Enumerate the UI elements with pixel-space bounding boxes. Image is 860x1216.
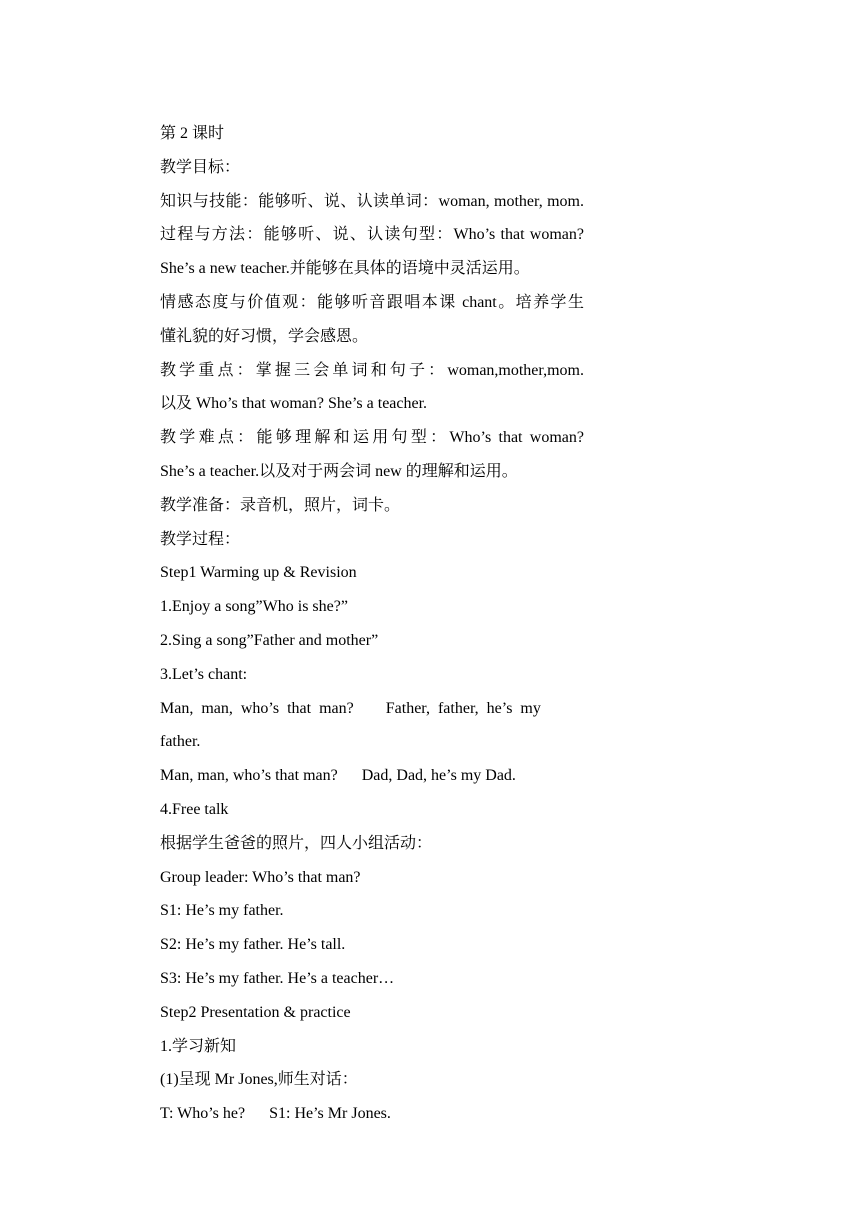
text-line: 教学难点：能够理解和运用句型：Who’s that woman? bbox=[160, 429, 584, 447]
dialogue-line: S1: He’s my father. bbox=[160, 902, 284, 920]
chant-line: Man, man, who’s that man? Father, father, he’s my bbox=[160, 699, 541, 717]
text-line: 根据学生爸爸的照片，四人小组活动： bbox=[160, 834, 433, 852]
text-line: 以及 Who’s that woman? She’s a teacher. bbox=[160, 395, 428, 413]
step-heading: Step1 Warming up & Revision bbox=[160, 564, 357, 582]
dialogue-line: T: Who’s he? S1: He’s Mr Jones. bbox=[160, 1105, 391, 1123]
lesson-plan-text bbox=[160, 117, 584, 1131]
section-heading-objectives: 教学目标： bbox=[160, 158, 241, 176]
text-line: 懂礼貌的好习惯，学会感恩。 bbox=[160, 327, 369, 345]
dialogue-line: S2: He’s my father. He’s tall. bbox=[160, 936, 346, 954]
text-line: She’s a new teacher.并能够在具体的语境中灵活运用。 bbox=[160, 260, 530, 278]
text-line: 4.Free talk bbox=[160, 800, 229, 818]
text-line: 1.Enjoy a song”Who is she?” bbox=[160, 598, 348, 616]
section-heading-process: 教学过程： bbox=[160, 530, 241, 548]
text-line: 情感态度与价值观：能够听音跟唱本课 chant。培养学生 bbox=[160, 293, 584, 311]
chant-line: father. bbox=[160, 733, 201, 751]
text-line: 3.Let’s chant: bbox=[160, 665, 248, 683]
lesson-title: 第 2 课时 bbox=[160, 125, 225, 142]
text-line: 2.Sing a song”Father and mother” bbox=[160, 631, 379, 649]
text-line: 教学重点：掌握三会单词和句子：woman,mother,mom. bbox=[160, 361, 584, 379]
text-line: 教学准备：录音机，照片，词卡。 bbox=[160, 496, 401, 514]
text-line: 1.学习新知 bbox=[160, 1037, 237, 1055]
text-line: (1)呈现 Mr Jones,师生对话： bbox=[160, 1071, 358, 1089]
step-heading: Step2 Presentation & practice bbox=[160, 1003, 351, 1021]
chant-line: Man, man, who’s that man? Dad, Dad, he’s my Dad. bbox=[160, 767, 516, 785]
dialogue-line: Group leader: Who’s that man? bbox=[160, 868, 361, 886]
text-line: 过程与方法：能够听、说、认读句型：Who’s that woman? bbox=[160, 226, 584, 244]
text-line: She’s a teacher.以及对于两会词 new 的理解和运用。 bbox=[160, 462, 518, 480]
dialogue-line: S3: He’s my father. He’s a teacher… bbox=[160, 969, 395, 987]
text-line: 知识与技能：能够听、说、认读单词：woman, mother, mom. bbox=[160, 192, 584, 210]
